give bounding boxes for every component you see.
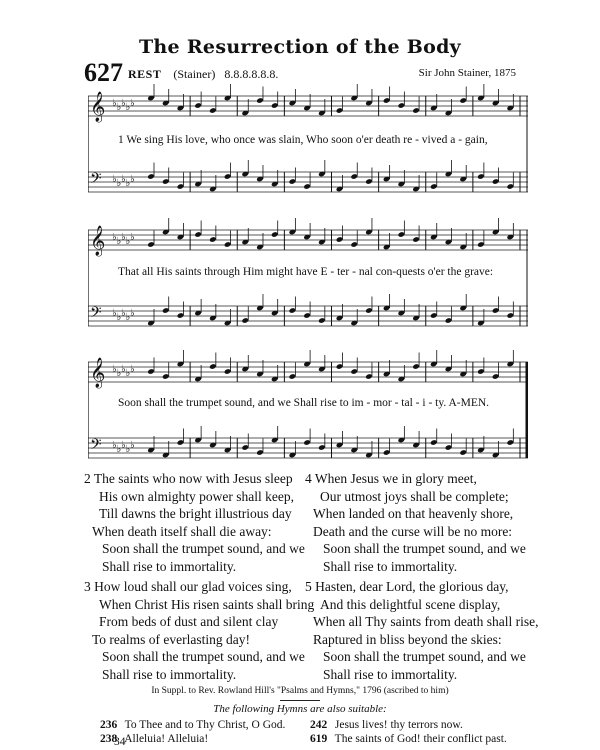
svg-text:♭: ♭ [130, 440, 135, 451]
verse-3 [84, 578, 314, 683]
svg-text:♭: ♭ [130, 232, 135, 243]
lyric-line-2: That all His saints through Him might have E - ter - nal con-quests o'er the grave: [118, 266, 494, 278]
svg-text:♭: ♭ [112, 232, 117, 243]
page-title: The Resurrection of the Body [138, 36, 462, 58]
svg-text:♭: ♭ [116, 444, 122, 455]
svg-text:𝄢: 𝄢 [90, 304, 102, 325]
divider [280, 700, 320, 701]
svg-text:♭: ♭ [130, 308, 135, 319]
verse-line: When landed on that heavenly shore, [313, 506, 514, 521]
svg-text:♭: ♭ [112, 364, 117, 375]
verse-line: From beds of dust and silent clay [99, 614, 279, 629]
svg-text:𝄢: 𝄢 [90, 170, 102, 191]
verse-line: Soon shall the trumpet sound, and we [102, 649, 305, 664]
verse-line: Soon shall the trumpet sound, and we [102, 541, 305, 556]
staff-notation-2 [88, 218, 528, 363]
also-item: 238 Alleluia! Alleluia! [100, 733, 209, 745]
composer: Sir John Stainer, 1875 [418, 67, 516, 79]
svg-text:♭: ♭ [116, 368, 122, 379]
meter: 8.8.8.8.8.8. [224, 67, 279, 81]
verse-line: 2 The saints who now with Jesus sleep [84, 471, 293, 486]
svg-text:♭: ♭ [121, 232, 126, 243]
also-suitable-heading: The following Hymns are also suitable: [213, 703, 387, 715]
svg-text:♭: ♭ [112, 440, 117, 451]
svg-text:♭: ♭ [125, 178, 131, 189]
also-item: 619 The saints of God! their conflict past. [310, 733, 507, 745]
svg-text:♭: ♭ [112, 98, 117, 109]
svg-text:𝄢: 𝄢 [90, 436, 102, 457]
verse-line: Till dawns the bright illustrious day [99, 506, 292, 521]
svg-text:♭: ♭ [125, 444, 131, 455]
verse-line: Shall rise to immortality. [323, 666, 458, 682]
verse-5 [305, 578, 538, 683]
tune-name: REST [128, 67, 162, 81]
verse-line: Our utmost joys shall be complete; [320, 488, 509, 504]
hymn-number: 627 [84, 58, 123, 87]
svg-text:♭: ♭ [121, 174, 126, 185]
svg-text:♭: ♭ [116, 102, 122, 113]
page-number: 34 [114, 736, 126, 748]
verse-line: When Christ His risen saints shall bring [99, 596, 315, 612]
verse-line: Shall rise to immortality. [102, 558, 237, 574]
svg-text:♭: ♭ [116, 236, 122, 247]
lyric-line-3: Soon shall the trumpet sound, and we Shall rise to im - mor - tal - i - ty. A-MEN. [118, 397, 490, 409]
verse-2 [84, 470, 305, 575]
verse-line: His own almighty power shall keep, [99, 488, 294, 504]
staff-notation-1 [88, 84, 528, 229]
svg-text:♭: ♭ [121, 308, 126, 319]
svg-text:♭: ♭ [121, 364, 126, 375]
svg-text:♭: ♭ [130, 364, 135, 375]
music-system-1 [88, 84, 528, 229]
verse-line: 4 When Jesus we in glory meet, [305, 471, 477, 486]
svg-text:♭: ♭ [116, 178, 122, 189]
svg-text:♭: ♭ [125, 236, 131, 247]
verse-line: Shall rise to immortality. [323, 558, 458, 574]
music-system-2 [88, 218, 528, 363]
svg-text:𝄞: 𝄞 [90, 226, 106, 256]
svg-text:♭: ♭ [130, 174, 135, 185]
tune-info [128, 67, 278, 82]
verse-line: Soon shall the trumpet sound, and we [323, 649, 526, 664]
source-attribution: In Suppl. to Rev. Rowland Hill's "Psalms and Hymns," 1796 (ascribed to him) [151, 686, 449, 696]
svg-text:♭: ♭ [125, 102, 131, 113]
verse-line: And this delightful scene display, [320, 596, 501, 612]
verse-line: 5 Hasten, dear Lord, the glorious day, [305, 579, 509, 594]
verse-line: Shall rise to immortality. [102, 666, 237, 682]
verse-line: Raptured in bliss beyond the skies: [313, 631, 502, 647]
svg-text:♭: ♭ [112, 308, 117, 319]
also-item: 242 Jesus lives! thy terrors now. [310, 719, 463, 731]
verse-line: When all Thy saints from death shall rise, [313, 614, 539, 629]
svg-text:♭: ♭ [125, 368, 131, 379]
tune-source: (Stainer) [173, 67, 216, 81]
svg-text:♭: ♭ [125, 312, 131, 323]
also-item: 236 To Thee and to Thy Christ, O God. [100, 719, 286, 731]
svg-text:♭: ♭ [112, 174, 117, 185]
verse-line: When death itself shall die away: [92, 523, 272, 539]
verse-line: Death and the curse will be no more: [313, 523, 513, 539]
lyric-line-1: 1 We sing His love, who once was slain, Who soon o'er death re - vived a - gain, [118, 134, 488, 146]
svg-text:♭: ♭ [116, 312, 122, 323]
svg-text:𝄞: 𝄞 [90, 92, 106, 122]
svg-text:♭: ♭ [121, 98, 126, 109]
svg-text:♭: ♭ [121, 440, 126, 451]
svg-text:♭: ♭ [130, 98, 135, 109]
verse-line: 3 How loud shall our glad voices sing, [84, 579, 292, 594]
verse-line: Soon shall the trumpet sound, and we [323, 541, 526, 556]
verse-4 [305, 470, 526, 575]
svg-text:𝄞: 𝄞 [90, 358, 106, 388]
verse-line: To realms of everlasting day! [92, 631, 250, 647]
